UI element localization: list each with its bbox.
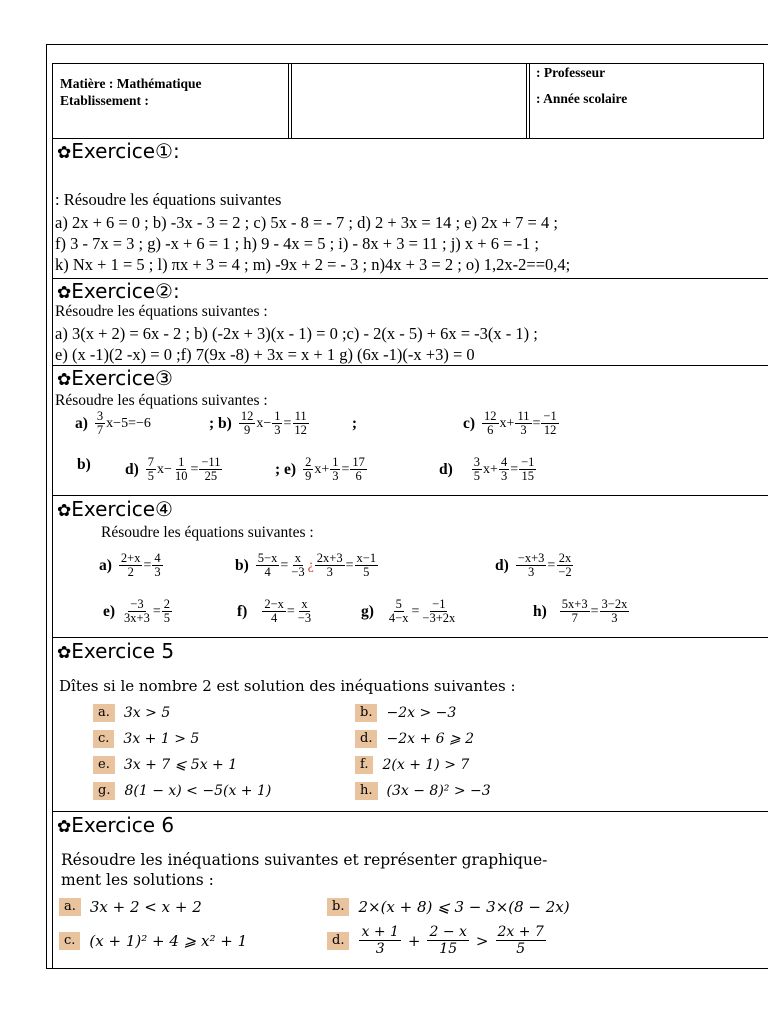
exercise-2-line-1: a) 3(x + 2) = 6x - 2 ; b) (-2x + 3)(x - 1) = 0 ;c) - 2(x - 5) + 6x = -3(x - 1) ; (55, 324, 538, 343)
ex5-item-c: c. 3x + 1 > 5 (93, 730, 199, 748)
exercise-3-title: ✿Exercice③ (57, 366, 173, 390)
exercise-2-title: ✿Exercice②: (57, 279, 180, 303)
ex5-item-a: a. 3x > 5 (93, 704, 170, 722)
ex4-eq-b: b) $\frac{5-x}{4}$ = $\frac{x}{-3}$ ¿ $\frac{2x+3}{3}$ = $\frac{x-1}{5}$ (235, 551, 377, 579)
flower-icon: ✿ (57, 283, 72, 303)
exercise-2 (52, 279, 768, 366)
ex3-eq-c: c) $\frac{12}{6}$ x+ $\frac{11}{3}$ = $\frac{-1}{12}$ (463, 409, 557, 437)
exercise-1-title: ✿Exercice①: (57, 139, 180, 163)
ex3-eq-a: a) $\frac{3}{7}$ x−5=−6 (75, 409, 151, 437)
exercise-4-instruction: Résoudre les équations suivantes : (101, 524, 314, 541)
ex4-eq-e: e) $\frac{-3}{3x+3}$ = $\frac{2}{5}$ (103, 597, 171, 625)
ex6-item-d: d. $\frac{x + 1}{3}$ + $\frac{2 - x}{15}$ > $\frac{2x + 7}{5}$ (327, 924, 547, 957)
exercise-5-title: ✿Exercice 5 (57, 639, 175, 663)
year-label: : Année scolaire (536, 91, 628, 106)
header-cell-middle (291, 64, 527, 138)
ex5-item-h: h. (3x − 8)² > −3 (355, 782, 491, 800)
ex4-eq-f: f) $\frac{2-x}{4}$ = $\frac{x}{-3}$ (237, 597, 312, 625)
ex5-item-e: e. 3x + 7 ⩽ 5x + 1 (93, 756, 237, 774)
header-cell-right (529, 64, 763, 138)
exercise-1-instruction: : Résoudre les équations suivantes (55, 190, 282, 209)
ex3-eq-b: ; b) $\frac{12}{9}$ x− $\frac{1}{3}$ = $\frac{11}{12}$ ; (209, 409, 358, 437)
teacher-label: : Professeur (536, 65, 606, 80)
exercise-6 (52, 812, 768, 969)
flower-icon: ✿ (57, 143, 72, 163)
exercise-1-line-1: a) 2x + 6 = 0 ; b) -3x - 3 = 2 ; c) 5x - 8 = - 7 ; d) 2 + 3x = 14 ; e) 2x + 7 = 4 ; (55, 213, 558, 232)
exercise-3 (52, 366, 768, 496)
ex4-eq-g: g) $\frac{5}{4-x}$ = $\frac{-1}{-3+2x}$ (361, 597, 456, 625)
ex3-eq-e: ; e) $\frac{2}{9}$ x+ $\frac{1}{3}$ = $\frac{17}{6}$ (275, 455, 365, 483)
exercise-2-instruction: Résoudre les équations suivantes : (55, 303, 268, 320)
flower-icon: ✿ (57, 643, 72, 663)
exercise-4-title: ✿Exercice④ (57, 497, 173, 521)
ex4-eq-a: a) $\frac{2+x}{2}$ = $\frac{4}{3}$ (99, 551, 161, 579)
ex3-eq-d: d) $\frac{7}{5}$ x− $\frac{1}{10}$ = $\frac{-11}{25}$ (125, 455, 221, 483)
header-cell-left (53, 64, 289, 138)
school-label: Etablissement : (60, 93, 149, 108)
ex5-item-g: g. 8(1 − x) < −5(x + 1) (93, 782, 271, 800)
ex3-eq-d2: d) $\frac{3}{5}$ x+ $\frac{4}{3}$ = $\frac{-1}{15}$ (439, 455, 535, 483)
ex6-item-b: b. 2×(x + 8) ⩽ 3 − 3×(8 − 2x) (327, 898, 570, 916)
ex6-item-c: c. (x + 1)² + 4 ⩾ x² + 1 (59, 932, 247, 950)
subject-label: Matière : Mathématique (60, 76, 202, 91)
exercise-2-line-2: e) (x -1)(2 -x) = 0 ;f) 7(9x -8) + 3x = x + 1 g) (6x -1)(-x +3) = 0 (55, 345, 475, 364)
exercise-6-title: ✿Exercice 6 (57, 813, 175, 837)
flower-icon: ✿ (57, 817, 72, 837)
exercise-1 (52, 139, 768, 279)
ex4-eq-h: h) $\frac{5x+3}{7}$ = $\frac{3-2x}{3}$ (533, 597, 628, 625)
exercise-3-instruction: Résoudre les équations suivantes : (55, 392, 268, 409)
ex5-item-d: d. −2x + 6 ⩾ 2 (355, 730, 474, 748)
ex6-item-a: a. 3x + 2 < x + 2 (59, 898, 202, 916)
exercise-6-instruction-1: Résoudre les inéquations suivantes et représenter graphique- (61, 851, 548, 869)
exercise-4 (52, 496, 768, 638)
exercise-5 (52, 638, 768, 812)
exercise-1-line-2: f) 3 - 7x = 3 ; g) -x + 6 = 1 ; h) 9 - 4x = 5 ; i) - 8x + 3 = 11 ; j) x + 6 = -1 ; (55, 234, 539, 253)
flower-icon: ✿ (57, 370, 72, 390)
ex3-eq-b2: b) (77, 456, 91, 473)
flower-icon: ✿ (57, 501, 72, 521)
ex5-item-b: b. −2x > −3 (355, 704, 456, 722)
exercise-5-instruction: Dîtes si le nombre 2 est solution des inéquations suivantes : (59, 677, 516, 695)
header-table (52, 63, 764, 139)
exercise-1-line-3: k) Nx + 1 = 5 ; l) πx + 3 = 4 ; m) -9x + 2 = - 3 ; n)4x + 3 = 2 ; o) 1,2x-2==0,4; (55, 255, 571, 274)
ex4-eq-d: d) $\frac{-x+3}{3}$ = $\frac{2x}{-2}$ (495, 551, 572, 579)
ex5-item-f: f. 2(x + 1) > 7 (355, 756, 469, 774)
exercise-6-instruction-2: ment les solutions : (61, 871, 214, 889)
